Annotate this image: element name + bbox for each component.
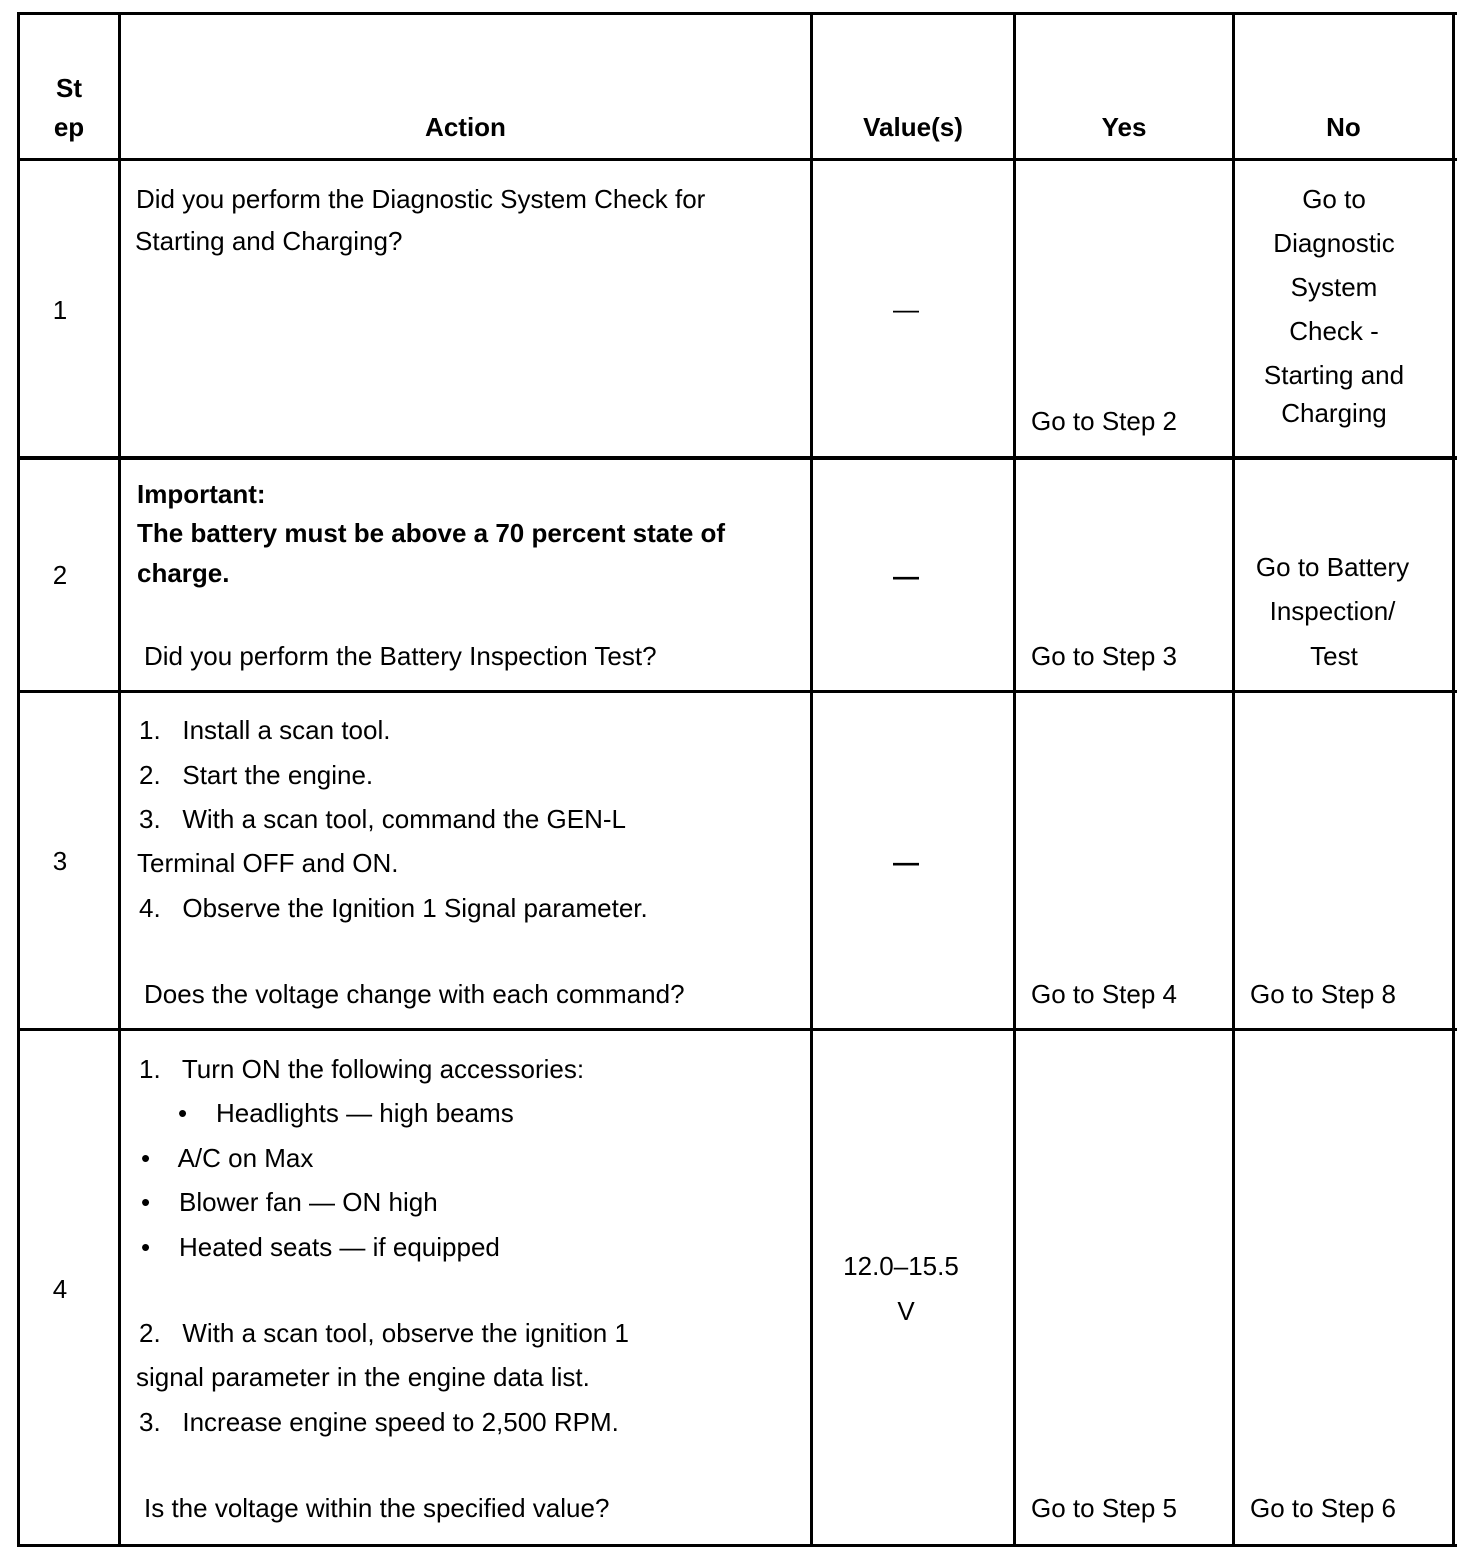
header-step-line-2: ep bbox=[53, 112, 85, 142]
header-step-line-1: St bbox=[56, 73, 82, 103]
important-text: The battery must be above a 70 percent state of bbox=[137, 518, 726, 548]
action-bullet-item: • Blower fan — ON high bbox=[141, 1187, 438, 1217]
step-number: 2 bbox=[52, 560, 68, 590]
question-text: Did you perform the Battery Inspection Test? bbox=[144, 641, 657, 671]
action-list-item: 1. Install a scan tool. bbox=[139, 715, 391, 745]
action-bullet-item: • Headlights — high beams bbox=[178, 1098, 514, 1128]
no-cell-line: Test bbox=[1310, 641, 1358, 671]
no-cell-line: Go to Battery bbox=[1255, 552, 1410, 582]
step-number: 4 bbox=[52, 1274, 68, 1304]
header-no: No bbox=[1326, 112, 1361, 142]
action-list-item: signal parameter in the engine data list. bbox=[136, 1362, 590, 1392]
action-list-item: 4. Observe the Ignition 1 Signal parameter. bbox=[139, 893, 648, 923]
value-cell: — bbox=[893, 561, 919, 591]
no-cell-line: Check - bbox=[1289, 316, 1379, 346]
question-text: Does the voltage change with each command? bbox=[144, 979, 685, 1009]
yes-cell: Go to Step 2 bbox=[1031, 406, 1177, 436]
yes-cell: Go to Step 3 bbox=[1031, 641, 1177, 671]
table-border-bottom bbox=[17, 1544, 1457, 1547]
header-action: Action bbox=[425, 112, 506, 142]
row-divider bbox=[17, 456, 1457, 460]
action-bullet-item: • Heated seats — if equipped bbox=[141, 1232, 500, 1262]
question-text: Is the voltage within the specified value? bbox=[144, 1493, 610, 1523]
yes-cell: Go to Step 5 bbox=[1031, 1493, 1177, 1523]
table-border-left bbox=[17, 13, 20, 1547]
row-divider bbox=[17, 1028, 1457, 1031]
column-divider bbox=[1013, 13, 1016, 1547]
no-cell-line: Charging bbox=[1281, 398, 1387, 428]
value-cell-line: V bbox=[897, 1296, 915, 1326]
no-cell-line: System bbox=[1290, 272, 1378, 302]
no-cell: Go to Step 6 bbox=[1250, 1493, 1396, 1523]
no-cell-line: Go to bbox=[1302, 184, 1366, 214]
action-text: Starting and Charging? bbox=[135, 226, 403, 256]
action-list-item: 2. Start the engine. bbox=[139, 760, 374, 790]
important-label: Important: bbox=[137, 479, 266, 509]
no-cell-line: Inspection/ bbox=[1269, 596, 1396, 626]
action-text: Did you perform the Diagnostic System Check for bbox=[136, 184, 706, 214]
action-list-item: 1. Turn ON the following accessories: bbox=[139, 1054, 585, 1084]
action-list-item: Terminal OFF and ON. bbox=[137, 848, 399, 878]
value-cell: — bbox=[893, 847, 919, 877]
yes-cell: Go to Step 4 bbox=[1031, 979, 1177, 1009]
header-values: Value(s) bbox=[863, 112, 963, 142]
table-border-top bbox=[17, 12, 1457, 15]
header-yes: Yes bbox=[1101, 112, 1147, 142]
table-border-right bbox=[1452, 13, 1455, 1547]
action-list-item: 2. With a scan tool, observe the ignition 1 bbox=[139, 1318, 629, 1348]
step-number: 1 bbox=[52, 295, 68, 325]
no-cell-line: Starting and bbox=[1263, 360, 1405, 390]
action-list-item: 3. Increase engine speed to 2,500 RPM. bbox=[139, 1407, 619, 1437]
row-divider bbox=[17, 158, 1457, 161]
action-bullet-item: • A/C on Max bbox=[141, 1143, 314, 1173]
no-cell-line: Diagnostic bbox=[1273, 228, 1395, 258]
value-cell: — bbox=[893, 294, 919, 324]
action-list-item: 3. With a scan tool, command the GEN-L bbox=[139, 804, 626, 834]
step-number: 3 bbox=[52, 846, 68, 876]
row-divider bbox=[17, 690, 1457, 693]
column-divider bbox=[118, 13, 121, 1547]
value-cell-line: 12.0–15.5 bbox=[843, 1251, 959, 1281]
important-text: charge. bbox=[137, 558, 230, 588]
no-cell: Go to Step 8 bbox=[1250, 979, 1396, 1009]
